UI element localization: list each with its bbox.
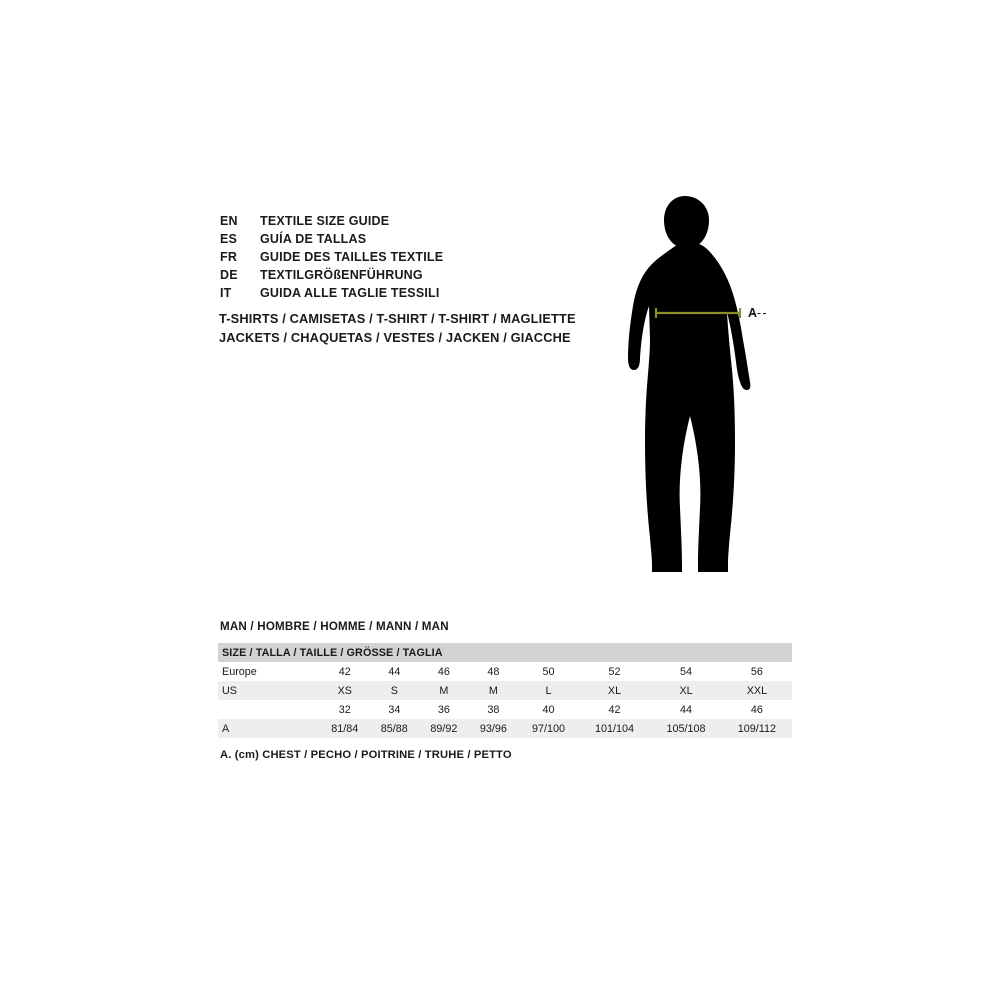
cell-value: 48 (469, 662, 519, 681)
legend-row (220, 268, 640, 286)
cell-value: 101/104 (579, 719, 651, 738)
table-header-row (218, 643, 792, 662)
language-legend (220, 214, 640, 304)
cell-value: 44 (370, 662, 420, 681)
cell-value: 105/108 (650, 719, 722, 738)
table-title: MAN / HOMBRE / HOMME / MANN / MAN (220, 620, 449, 633)
silhouette-shape (628, 196, 750, 572)
cell-value: 81/84 (320, 719, 370, 738)
cell-value: XL (579, 681, 651, 700)
cell-value: 52 (579, 662, 651, 681)
legend-language-code: IT (220, 286, 232, 300)
cell-value: 93/96 (469, 719, 519, 738)
legend-row (220, 214, 640, 232)
cell-value: XL (650, 681, 722, 700)
garment-categories (219, 309, 576, 347)
cell-value: M (469, 681, 519, 700)
cell-value: 54 (650, 662, 722, 681)
legend-language-text: TEXTILE SIZE GUIDE (260, 214, 390, 228)
category-tshirts: T-SHIRTS / CAMISETAS / T-SHIRT / T-SHIRT / MAGLIETTE (219, 311, 576, 326)
legend-language-text: GUÍA DE TALLAS (260, 232, 367, 246)
cell-value: 109/112 (722, 719, 792, 738)
cell-value: 38 (469, 700, 519, 719)
cell-value: 36 (419, 700, 469, 719)
measure-marker-label: A (748, 306, 758, 320)
row-label-a: A (218, 719, 320, 738)
cell-value: 89/92 (419, 719, 469, 738)
cell-value: 32 (320, 700, 370, 719)
table-row (218, 681, 792, 700)
size-table (218, 643, 792, 738)
cell-value: 85/88 (370, 719, 420, 738)
legend-language-code: FR (220, 250, 238, 264)
size-header-label: SIZE / TALLA / TAILLE / GRÖSSE / TAGLIA (218, 643, 792, 662)
table-row (218, 700, 792, 719)
cell-value: S (370, 681, 420, 700)
cell-value: 50 (518, 662, 579, 681)
cell-value: 44 (650, 700, 722, 719)
legend-row (220, 250, 640, 268)
cell-value: 46 (419, 662, 469, 681)
cell-value: L (518, 681, 579, 700)
table-row (218, 719, 792, 738)
legend-row (220, 232, 640, 250)
legend-language-text: GUIDA ALLE TAGLIE TESSILI (260, 286, 440, 300)
cell-value: XS (320, 681, 370, 700)
man-silhouette-illustration (600, 190, 820, 600)
cell-value: M (419, 681, 469, 700)
legend-language-code: ES (220, 232, 238, 246)
cell-value: XXL (722, 681, 792, 700)
cell-value: 56 (722, 662, 792, 681)
legend-row (220, 286, 640, 304)
cell-value: 97/100 (518, 719, 579, 738)
cell-value: 40 (518, 700, 579, 719)
cell-value: 42 (320, 662, 370, 681)
row-label-us-numeric (218, 700, 320, 719)
legend-language-code: DE (220, 268, 238, 282)
category-jackets: JACKETS / CHAQUETAS / VESTES / JACKEN / GIACCHE (219, 330, 571, 345)
legend-language-text: GUIDE DES TAILLES TEXTILE (260, 250, 444, 264)
row-label-europe: Europe (218, 662, 320, 681)
row-label-us: US (218, 681, 320, 700)
measurement-footnote: A. (cm) CHEST / PECHO / POITRINE / TRUHE / PETTO (220, 749, 512, 761)
cell-value: 34 (370, 700, 420, 719)
legend-language-text: TEXTILGRÖßENFÜHRUNG (260, 268, 423, 282)
legend-language-code: EN (220, 214, 238, 228)
cell-value: 46 (722, 700, 792, 719)
cell-value: 42 (579, 700, 651, 719)
table-row (218, 662, 792, 681)
